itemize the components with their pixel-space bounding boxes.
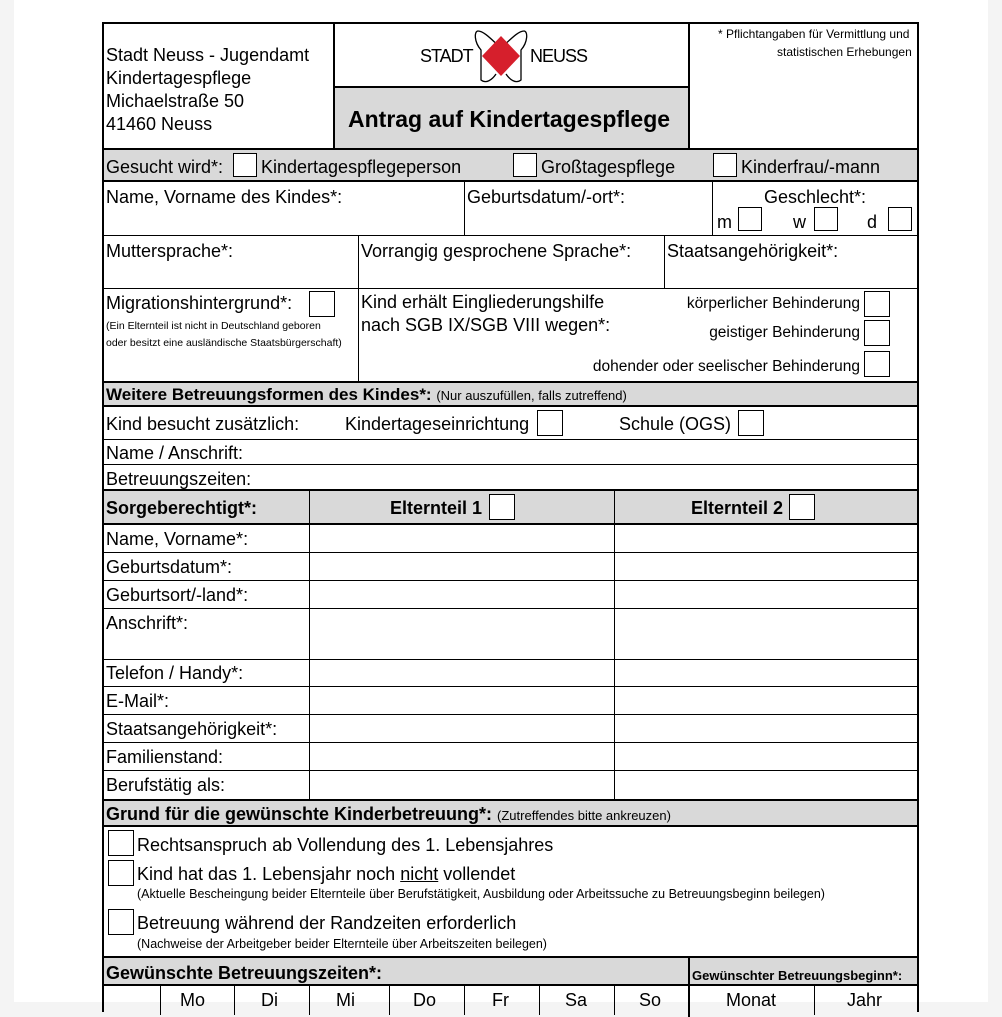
spoken-language-label: Vorrangig gesprochene Sprache*:: [361, 241, 632, 261]
disability-emotional-checkbox[interactable]: [864, 351, 890, 377]
parent-row-label: Staatsangehörigkeit*:: [106, 719, 278, 739]
disability-physical-label: körperlicher Behinderung: [686, 295, 860, 312]
gesucht-option: Großtagespflege: [541, 157, 676, 177]
sorge-title: Sorgeberechtigt*:: [106, 498, 258, 518]
section-title: [106, 804, 671, 826]
parent-row-label: Telefon / Handy*:: [106, 663, 244, 683]
address-line: Kindertagespflege: [106, 68, 252, 88]
day-header: Di: [261, 990, 278, 1010]
gender-d-label: d: [867, 212, 878, 232]
gesucht-option: Kinderfrau/-mann: [741, 157, 881, 177]
month-header: Monat: [726, 990, 777, 1010]
year-header: Jahr: [847, 990, 883, 1010]
reason-edge-times-label: Betreuung während der Randzeiten erforderlich: [137, 913, 517, 933]
parent-row-label: Name, Vorname*:: [106, 529, 249, 549]
gesucht-kinderfrau-checkbox[interactable]: [713, 153, 737, 177]
kita-label: Kindertageseinrichtung: [345, 414, 530, 434]
care-times-label: Betreuungszeiten:: [106, 469, 252, 489]
gender-w-label: w: [793, 212, 806, 232]
kita-checkbox[interactable]: [537, 410, 563, 436]
parent-row-label: Berufstätig als:: [106, 775, 226, 795]
weitere-title: Weitere Betreuungsformen des Kindes*:: [106, 385, 432, 404]
gesucht-tagespflegeperson-checkbox[interactable]: [233, 153, 257, 177]
eingliederung-label: Kind erhält Eingliederungshilfe: [361, 292, 605, 312]
name-address-label: Name / Anschrift:: [106, 443, 244, 463]
migration-checkbox[interactable]: [309, 291, 335, 317]
parent1-label: Elternteil 1: [390, 498, 483, 518]
migration-label: Migrationshintergrund*:: [106, 293, 293, 313]
application-form: [102, 22, 919, 1012]
disability-mental-label: geistiger Behinderung: [709, 324, 860, 341]
parent-row-label: Geburtsdatum*:: [106, 557, 233, 577]
gender-d-checkbox[interactable]: [888, 207, 912, 231]
eingliederung-label: nach SGB IX/SGB VIII wegen*:: [361, 315, 611, 335]
reason-edge-times-note: (Nachweise der Arbeitgeber beider Elternteile über Arbeitszeiten beilegen): [137, 937, 547, 951]
reason-edge-times-checkbox[interactable]: [108, 909, 134, 935]
start-title: Gewünschter Betreuungsbeginn*:: [692, 968, 903, 983]
gender-m-label: m: [717, 212, 732, 232]
times-title: Gewünschte Betreuungszeiten*:: [106, 963, 383, 983]
day-header: Do: [413, 990, 437, 1010]
office-address: [106, 44, 309, 136]
required-note-line1: * Pflichtangaben für Vermittlung und: [718, 27, 910, 41]
day-header: Mi: [336, 990, 355, 1010]
disability-physical-checkbox[interactable]: [864, 291, 890, 317]
parent-row-label: Anschrift*:: [106, 613, 189, 633]
reason-under-one-emphasis: nicht: [400, 864, 439, 884]
grund-note: (Zutreffendes bitte ankreuzen): [497, 808, 671, 823]
gesucht-label: Gesucht wird*:: [106, 157, 224, 177]
required-note-line2: statistischen Erhebungen: [777, 45, 912, 59]
parent1-checkbox[interactable]: [489, 494, 515, 520]
besucht-label: Kind besucht zusätzlich:: [106, 414, 300, 434]
address-line: Michaelstraße 50: [106, 91, 245, 111]
address-line: Stadt Neuss - Jugendamt: [106, 45, 310, 65]
child-name-label: Name, Vorname des Kindes*:: [106, 187, 343, 207]
migration-note: oder besitzt eine ausländische Staatsbürgerschaft): [106, 337, 342, 349]
reason-under-one-label: [137, 864, 515, 884]
parent2-checkbox[interactable]: [789, 494, 815, 520]
section-title: [106, 385, 627, 406]
ogs-label: Schule (OGS): [619, 414, 732, 434]
city-emblem-icon: [472, 28, 530, 84]
ogs-checkbox[interactable]: [738, 410, 764, 436]
gesucht-grosstagespflege-checkbox[interactable]: [513, 153, 537, 177]
day-header: Sa: [565, 990, 588, 1010]
gender-w-checkbox[interactable]: [814, 207, 838, 231]
gender-m-checkbox[interactable]: [738, 207, 762, 231]
reason-under-one-note: (Aktuelle Bescheingung beider Elternteile über Berufstätigkeit, Ausbildung oder Arbeitssuche zu Betreuungsbeginn beilegen): [137, 887, 825, 901]
parent-row-label: Geburtsort/-land*:: [106, 585, 249, 605]
city-logo: [420, 28, 590, 84]
child-birth-label: Geburtsdatum/-ort*:: [467, 187, 626, 207]
reason-under-one-checkbox[interactable]: [108, 860, 134, 886]
parent-row-label: E-Mail*:: [106, 691, 170, 711]
parent2-label: Elternteil 2: [691, 498, 784, 518]
address-line: 41460 Neuss: [106, 114, 213, 134]
weitere-note: (Nur auszufüllen, falls zutreffend): [436, 388, 627, 403]
grund-title: Grund für die gewünschte Kinderbetreuung*:: [106, 804, 493, 824]
reason-legal-claim-label: Rechtsanspruch ab Vollendung des 1. Lebensjahres: [137, 835, 554, 855]
reason-legal-claim-checkbox[interactable]: [108, 830, 134, 856]
reason-under-one-text: Kind hat das 1. Lebensjahr noch: [137, 864, 401, 884]
parent-row-label: Familienstand:: [106, 747, 224, 767]
day-header: So: [639, 990, 662, 1010]
logo-text-right: NEUSS: [530, 46, 588, 66]
day-header: Mo: [180, 990, 206, 1010]
reason-under-one-text: vollendet: [438, 864, 516, 884]
child-nationality-label: Staatsangehörigkeit*:: [667, 241, 839, 261]
disability-emotional-label: dohender oder seelischer Behinderung: [592, 358, 860, 375]
day-header: Fr: [492, 990, 509, 1010]
gesucht-option: Kindertagespflegeperson: [261, 157, 462, 177]
document-page: [14, 0, 988, 1010]
mother-tongue-label: Muttersprache*:: [106, 241, 234, 261]
form-title: Antrag auf Kindertagespflege: [348, 106, 671, 132]
disability-mental-checkbox[interactable]: [864, 320, 890, 346]
migration-note: (Ein Elternteil ist nicht in Deutschland geboren: [106, 320, 321, 332]
logo-text-left: STADT: [420, 46, 473, 66]
gender-label: Geschlecht*:: [764, 187, 867, 207]
